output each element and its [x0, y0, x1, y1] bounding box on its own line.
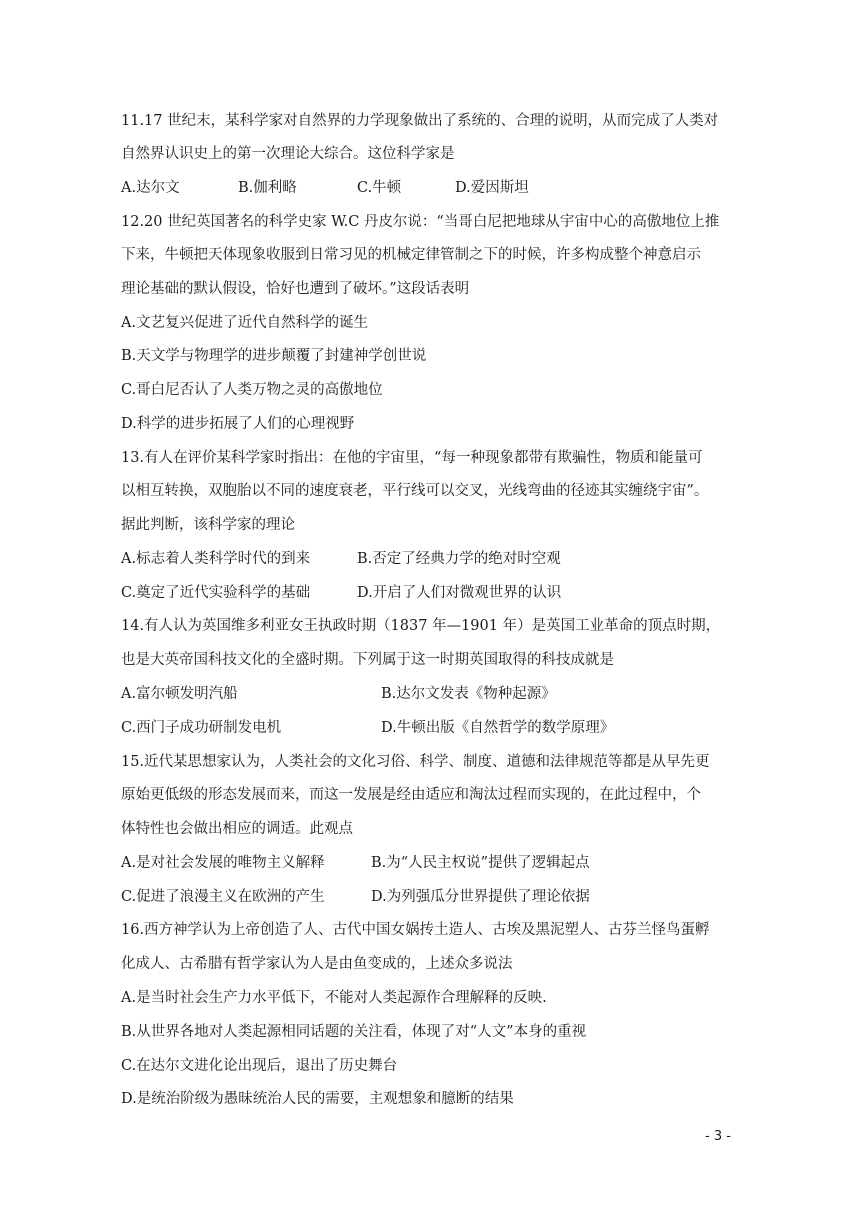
page-number: - 3 -	[705, 1129, 731, 1144]
option-b: B.从世界各地对人类起源相同话题的关注看，体现了对“人文”本身的重视	[121, 1024, 587, 1040]
option-c: C.促进了浪漫主义在欧洲的产生	[121, 889, 325, 905]
option-a: A.是当时社会生产力水平低下，不能对人类起源作合理解释的反映.	[121, 990, 547, 1006]
question-text-line: 12.20 世纪英国著名的科学史家 W.C 丹皮尔说：“当哥白尼把地球从宇宙中心的高傲地位上推	[121, 214, 720, 230]
option-c: C.牛顿	[357, 180, 402, 196]
option-c: C.哥白尼否认了人类万物之灵的高傲地位	[121, 382, 383, 398]
question-text-line: 化成人、古希腊有哲学家认为人是由鱼变成的，上述众多说法	[121, 956, 513, 972]
question-text-line: 下来，牛顿把天体现象收服到日常习见的机械定律管制之下的时候，许多构成整个神意启示	[121, 247, 701, 263]
option-c: C.奠定了近代实验科学的基础	[121, 585, 311, 601]
question-text-line: 据此判断，该科学家的理论	[121, 517, 295, 533]
option-d: D.科学的进步拓展了人们的心理视野	[121, 416, 355, 432]
option-a: A.是对社会发展的唯物主义解释	[121, 855, 325, 871]
option-d: D.为列强瓜分世界提供了理论依据	[371, 889, 590, 905]
option-d: D.开启了人们对微观世界的认识	[357, 585, 562, 601]
question-text-line: 13.有人在评价某科学家时指出：在他的宇宙里，“每一种现象都带有欺骗性，物质和能量可	[121, 450, 703, 466]
option-d: D.爱因斯坦	[455, 180, 529, 196]
option-b: B.达尔文发表《物种起源》	[381, 686, 556, 702]
question-text-line: 自然界认识史上的第一次理论大综合。这位科学家是	[121, 146, 455, 162]
question-text-line: 也是大英帝国科技文化的全盛时期。下列属于这一时期英国取得的科技成就是	[121, 652, 614, 668]
question-text-line: 以相互转换，双胞胎以不同的速度衰老，平行线可以交叉，光线弯曲的径迹其实缠绕宇宙”。	[121, 483, 709, 499]
option-b: B.伽利略	[238, 180, 297, 196]
option-a: A.富尔顿发明汽船	[121, 686, 238, 702]
option-c: C.在达尔文进化论出现后，退出了历史舞台	[121, 1058, 398, 1074]
question-text-line: 原始更低级的形态发展而来，而这一发展是经由适应和淘汰过程而实现的，在此过程中，个	[121, 787, 701, 803]
question-text-line: 体特性也会做出相应的调适。此观点	[121, 821, 353, 837]
option-a: A.达尔文	[121, 180, 180, 196]
option-b: B.天文学与物理学的进步颠覆了封建神学创世说	[121, 348, 427, 364]
question-text-line: 16.西方神学认为上帝创造了人、古代中国女娲抟土造人、古埃及黑泥塑人、古芬兰怪鸟蛋孵	[121, 922, 710, 938]
option-d: D.牛顿出版《自然哲学的数学原理》	[381, 720, 615, 736]
option-a: A.文艺复兴促进了近代自然科学的诞生	[121, 315, 369, 331]
question-text-line: 11.17 世纪末，某科学家对自然界的力学现象做出了系统的、合理的说明，从而完成了人类对	[121, 113, 719, 129]
option-b: B.为“人民主权说”提供了逻辑起点	[371, 855, 590, 871]
question-text-line: 15.近代某思想家认为，人类社会的文化习俗、科学、制度、道德和法律规范等都是从早先更	[121, 754, 710, 770]
option-c: C.西门子成功研制发电机	[121, 720, 282, 736]
question-text-line: 14.有人认为英国维多利亚女王执政时期（1837 年—1901 年）是英国工业革命的顶点时期，	[121, 618, 721, 634]
option-a: A.标志着人类科学时代的到来	[121, 551, 311, 567]
option-b: B.否定了经典力学的绝对时空观	[357, 551, 561, 567]
option-d: D.是统治阶级为愚昧统治人民的需要，主观想象和臆断的结果	[121, 1091, 514, 1107]
question-text-line: 理论基础的默认假设，恰好也遭到了破坏。”这段话表明	[121, 281, 470, 297]
